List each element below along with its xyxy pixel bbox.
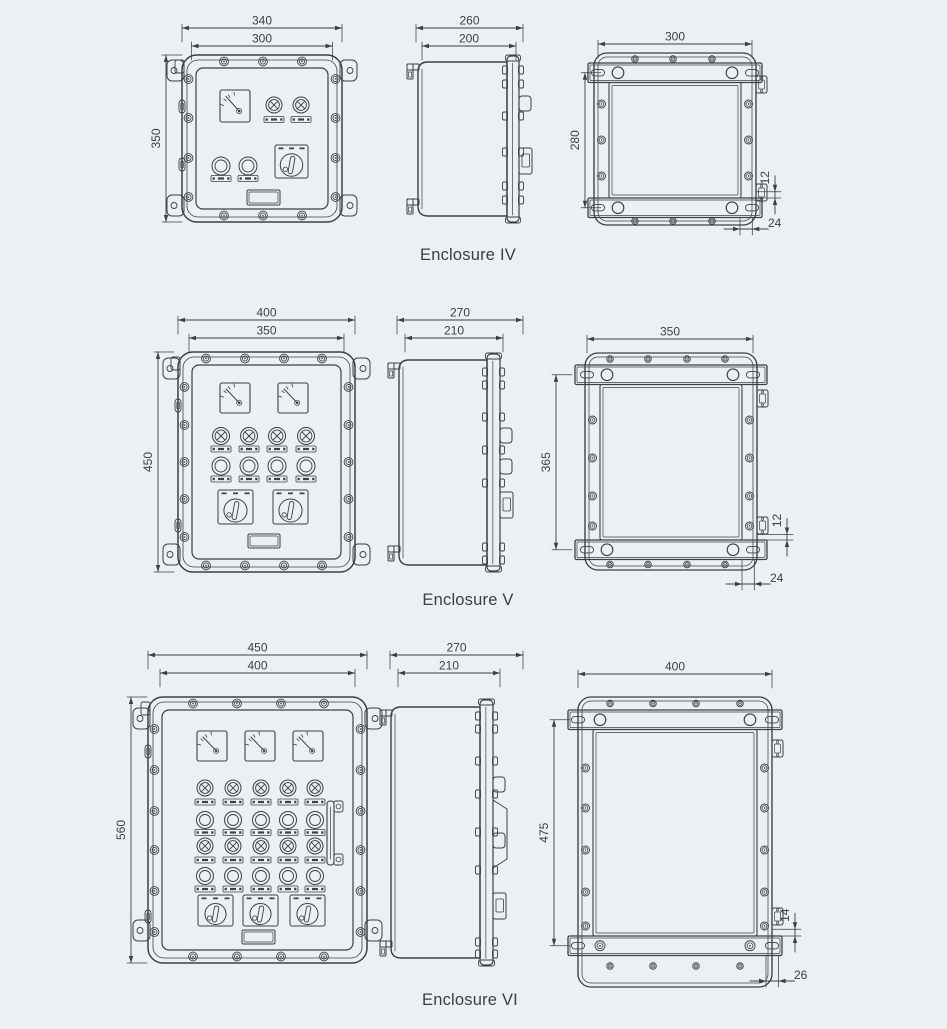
push-button xyxy=(253,868,270,885)
caption-enclosure-vi: Enclosure VI xyxy=(422,991,518,1009)
legend-plate xyxy=(223,857,243,863)
dimension-label: 200 xyxy=(458,31,480,46)
dimension-label: 270 xyxy=(449,305,471,320)
legend-plate xyxy=(305,830,325,836)
push-button xyxy=(225,868,242,885)
dimension-label: 450 xyxy=(247,640,268,655)
dimension-label: 365 xyxy=(539,452,553,473)
indicator-lamp xyxy=(225,838,241,854)
dimension-label: 400 xyxy=(247,658,268,673)
caption-enclosure-iv: Enclosure IV xyxy=(420,246,516,264)
legend-plate xyxy=(305,799,325,805)
dimension-label: 24 xyxy=(770,571,784,585)
analog-meter xyxy=(220,383,250,413)
selector-switch xyxy=(218,490,253,524)
legend-plate xyxy=(296,476,316,482)
dimension-label: 210 xyxy=(438,658,460,673)
legend-plate xyxy=(305,857,325,863)
enclosure-iv-side-view xyxy=(407,14,532,224)
legend-plate xyxy=(195,857,215,863)
analog-meter xyxy=(220,90,250,122)
indicator-lamp xyxy=(225,780,241,796)
legend-plate xyxy=(223,799,243,805)
push-button xyxy=(253,812,270,829)
push-button xyxy=(280,868,297,885)
dimension-label: 12 xyxy=(758,171,772,185)
dimension-label: 24 xyxy=(768,216,782,230)
dimension-label: 280 xyxy=(568,130,582,151)
mounting-bar xyxy=(575,365,767,385)
dimension-label: 300 xyxy=(251,31,273,46)
legend-plate xyxy=(264,117,284,123)
indicator-lamp xyxy=(307,780,323,796)
legend-plate xyxy=(195,886,215,892)
enclosure-v-rear-view xyxy=(539,325,793,591)
legend-plate xyxy=(223,830,243,836)
door-handle xyxy=(327,801,343,865)
legend-plate xyxy=(296,446,316,452)
indicator-lamp xyxy=(269,428,286,445)
label-plate xyxy=(247,190,280,205)
enclosure-v-side-view xyxy=(388,306,523,573)
dimension-label: 560 xyxy=(114,819,128,841)
legend-plate xyxy=(278,857,298,863)
side-bracket-tab xyxy=(757,390,768,407)
enclosure-iv-rear-view xyxy=(568,30,782,236)
analog-meter xyxy=(278,383,308,413)
legend-plate xyxy=(195,799,215,805)
legend-plate xyxy=(239,476,259,482)
mounting-bar xyxy=(588,63,762,83)
selector-switch xyxy=(273,490,308,524)
legend-plate xyxy=(251,830,271,836)
legend-plate xyxy=(195,830,215,836)
push-button xyxy=(212,457,230,475)
mounting-foot xyxy=(388,546,400,561)
indicator-lamp xyxy=(266,97,282,113)
push-button xyxy=(297,457,315,475)
legend-plate xyxy=(278,799,298,805)
legend-plate xyxy=(251,799,271,805)
dimension-label: 270 xyxy=(446,640,467,655)
selector-switch xyxy=(243,895,278,926)
indicator-lamp xyxy=(298,428,315,445)
dimension-label: 300 xyxy=(664,29,686,44)
dimension-label: 450 xyxy=(141,451,155,473)
legend-plate xyxy=(211,446,231,452)
indicator-lamp xyxy=(241,428,258,445)
label-plate xyxy=(248,534,280,548)
push-button xyxy=(280,812,297,829)
legend-plate xyxy=(251,886,271,892)
dimension-label: 350 xyxy=(149,128,163,149)
indicator-lamp xyxy=(293,97,309,113)
enclosure-vi-front-view xyxy=(114,641,382,964)
mounting-bar xyxy=(568,936,782,956)
legend-plate xyxy=(278,830,298,836)
indicator-lamp xyxy=(280,838,296,854)
legend-plate xyxy=(238,176,258,182)
mounting-foot xyxy=(407,64,419,79)
side-bracket-tab xyxy=(772,740,783,757)
mounting-foot xyxy=(380,941,392,956)
enclosure-iv-front-view xyxy=(149,14,357,223)
legend-plate xyxy=(305,886,325,892)
dimension-label: 26 xyxy=(794,968,808,982)
mounting-foot xyxy=(407,199,419,214)
indicator-lamp xyxy=(197,780,213,796)
side-bracket-tab xyxy=(757,517,768,534)
analog-meter xyxy=(197,731,227,761)
mounting-bar xyxy=(588,198,762,218)
operator-bracket xyxy=(493,893,506,919)
push-button xyxy=(239,157,257,175)
dimension-label: 350 xyxy=(256,323,277,338)
enclosure-vi-side-view xyxy=(380,641,523,967)
legend-plate xyxy=(278,886,298,892)
legend-plate xyxy=(291,117,311,123)
dimension-label: 400 xyxy=(256,305,277,320)
dimension-label: 260 xyxy=(459,13,480,28)
indicator-lamp xyxy=(280,780,296,796)
mounting-bar xyxy=(568,710,782,730)
push-button xyxy=(307,868,324,885)
push-button xyxy=(240,457,258,475)
push-button xyxy=(197,868,214,885)
legend-plate xyxy=(267,476,287,482)
legend-plate xyxy=(251,857,271,863)
push-button xyxy=(212,157,230,175)
legend-plate xyxy=(239,446,259,452)
dimension-label: 400 xyxy=(664,659,686,674)
indicator-lamp xyxy=(213,428,230,445)
indicator-lamp xyxy=(307,838,323,854)
operator-bracket xyxy=(519,148,532,174)
caption-enclosure-v: Enclosure V xyxy=(422,591,514,609)
selector-switch xyxy=(275,145,308,178)
dimension-label: 350 xyxy=(659,324,681,339)
operator-bracket xyxy=(500,492,513,518)
selector-switch xyxy=(198,895,233,926)
mounting-foot xyxy=(388,363,400,378)
selector-switch xyxy=(290,895,325,926)
legend-plate xyxy=(223,886,243,892)
legend-plate xyxy=(267,446,287,452)
indicator-lamp xyxy=(253,780,269,796)
mounting-bar xyxy=(575,540,767,560)
push-button xyxy=(268,457,286,475)
push-button xyxy=(307,812,324,829)
dimension-label: 340 xyxy=(251,13,273,28)
legend-plate xyxy=(211,476,231,482)
enclosure-vi-rear-view xyxy=(537,660,808,988)
push-button xyxy=(225,812,242,829)
enclosure-v-front-view xyxy=(141,306,370,573)
push-button xyxy=(197,812,214,829)
dimension-label: 14 xyxy=(778,908,792,922)
dimension-label: 475 xyxy=(537,822,551,843)
indicator-lamp xyxy=(197,838,213,854)
indicator-lamp xyxy=(253,838,269,854)
legend-plate xyxy=(211,176,231,182)
analog-meter xyxy=(245,731,275,761)
label-plate xyxy=(242,930,275,944)
dimension-label: 12 xyxy=(770,513,784,528)
dimension-label: 210 xyxy=(443,323,465,338)
analog-meter xyxy=(293,731,323,761)
